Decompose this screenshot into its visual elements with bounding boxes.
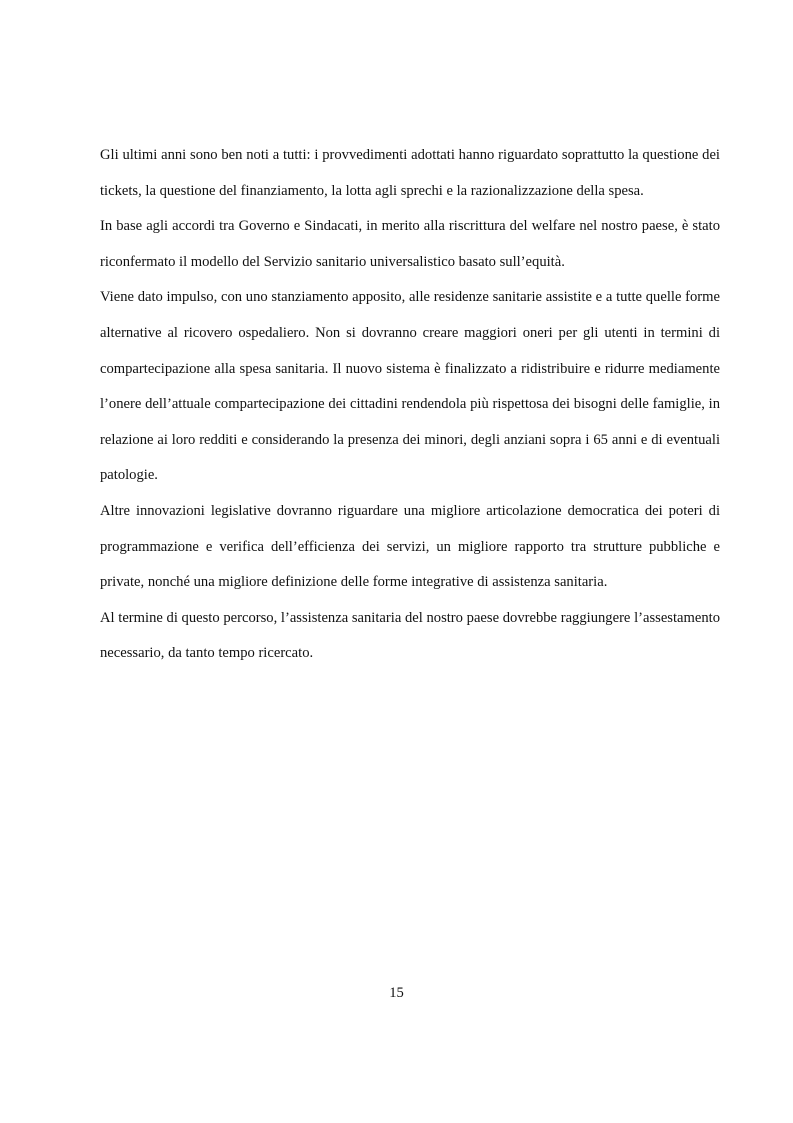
paragraph-2: In base agli accordi tra Governo e Sindacati, in merito alla riscrittura del welfare nel nostro paese, è stato riconfermato il modello del Servizio sanitario universalistico basato sull’equità. — [100, 218, 720, 270]
paragraph-5: Al termine di questo percorso, l’assistenza sanitaria del nostro paese dovrebbe raggiungere l’assestamento necessario, da tanto tempo ricercato. — [100, 609, 720, 662]
body-text — [100, 138, 720, 672]
paragraph-1: Gli ultimi anni sono ben noti a tutti: i provvedimenti adottati hanno riguardato soprattutto la questione dei tickets, la questione del finanziamento, la lotta agli sprechi e la razionalizzazione della spesa. — [100, 147, 720, 199]
page-number: 15 — [389, 985, 404, 1001]
paragraph-4: Altre innovazioni legislative dovranno riguardare una migliore articolazione democratica dei poteri di programmazione e verifica dell’efficienza dei servizi, un migliore rapporto tra strutture pubbliche e private, nonché una migliore definizione delle forme integrative di assistenza sanitaria. — [100, 502, 720, 591]
paragraph-3: Viene dato impulso, con uno stanziamento apposito, alle residenze sanitarie assistite e a tutte quelle forme alternative al ricovero ospedaliero. Non si dovranno creare maggiori oneri per gli utenti in termini di compartecipazione alla spesa sanitaria. Il nuovo sistema è finalizzato a ridistribuire e ridurre mediamente l’onere dell’attuale compartecipazione dei cittadini rendendola più rispettosa dei bisogni delle famiglie, in relazione ai loro redditi e considerando la presenza dei minori, degli anziani sopra i 65 anni e di eventuali patologie. — [100, 289, 720, 484]
